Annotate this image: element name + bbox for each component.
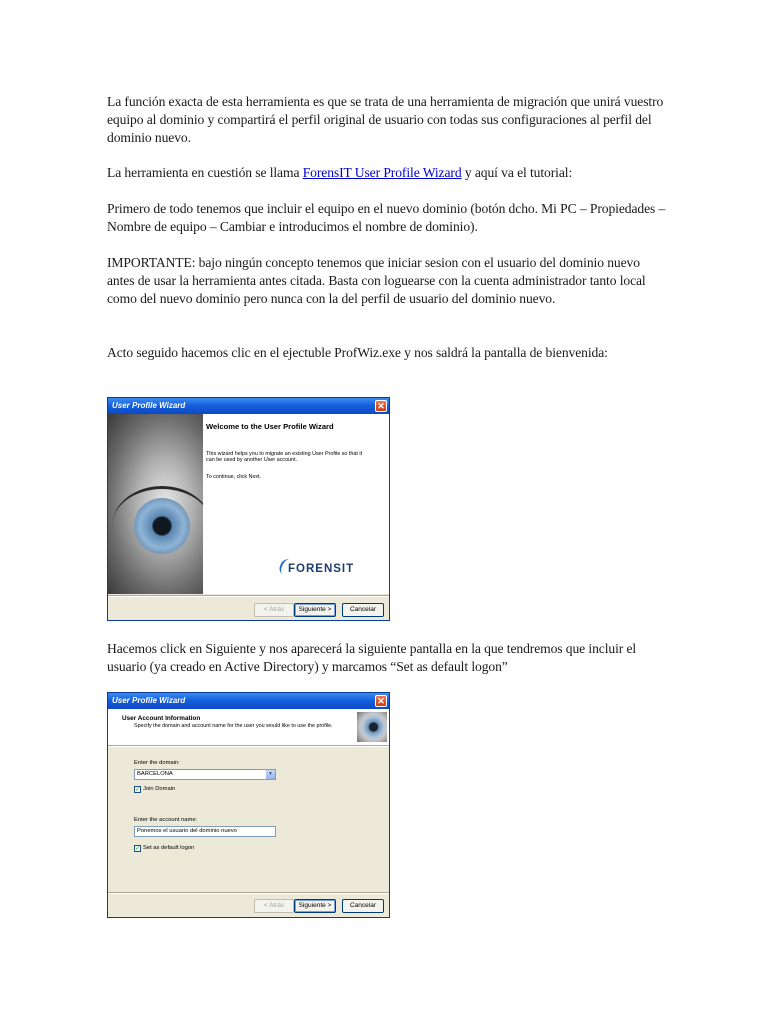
chevron-down-icon[interactable]: ▼ bbox=[266, 770, 275, 779]
welcome-body: This wizard helps you to migrate an existing User Profile so that it can be used by another User account. bbox=[206, 451, 363, 464]
close-icon[interactable]: ✕ bbox=[375, 695, 387, 707]
paragraph-tool-name bbox=[107, 164, 667, 182]
paragraph-run-exe: Acto seguido hacemos clic en el ejectuble ProfWiz.exe y nos saldrá la pantalla de bienvenida: bbox=[107, 345, 608, 360]
default-logon-checkbox[interactable]: ✓ bbox=[135, 845, 141, 852]
header-title: User Account Information bbox=[122, 715, 201, 722]
forensit-logo: FORENSIT bbox=[288, 563, 355, 575]
welcome-continue: To continue, click Next. bbox=[206, 474, 262, 480]
dialog-titlebar: User Profile Wizard bbox=[108, 693, 389, 709]
wizard-header bbox=[108, 709, 389, 745]
forensit-link[interactable]: ForensIT User Profile Wizard bbox=[302, 165, 462, 180]
domain-dropdown[interactable] bbox=[134, 769, 276, 780]
header-separator bbox=[108, 745, 389, 747]
button-separator bbox=[108, 892, 389, 894]
back-button[interactable]: < Atrás bbox=[254, 603, 294, 617]
cancel-button[interactable]: Cancelar bbox=[342, 899, 384, 913]
default-logon-label: Set as default logon bbox=[143, 845, 195, 851]
account-name-input[interactable] bbox=[134, 826, 276, 837]
iris-shape bbox=[134, 498, 190, 554]
join-domain-label: Join Domain bbox=[143, 786, 176, 792]
paragraph-join-domain: Primero de todo tenemos que incluir el equipo en el nuevo dominio (botón dcho. Mi PC – Propiedades – Nombre de equipo – Cambiar e introducimos el nombre de dominio). bbox=[107, 201, 666, 234]
paragraph-next-screen: Hacemos click en Siguiente y nos aparecerá la siguiente pantalla en la que tendremos que incluir el usuario (ya creado en Active Directory) y marcamos “Set as default logon” bbox=[107, 641, 637, 674]
account-label: Enter the account name: bbox=[134, 817, 198, 823]
header-subtitle: Specify the domain and account name for the user you would like to use the profile. bbox=[134, 723, 333, 729]
cancel-button[interactable]: Cancelar bbox=[342, 603, 384, 617]
close-icon[interactable]: ✕ bbox=[375, 400, 387, 412]
join-domain-checkbox[interactable]: ✓ bbox=[135, 786, 141, 793]
tool-name-text-before: La herramienta en cuestión se llama bbox=[107, 165, 303, 180]
domain-label: Enter the domain: bbox=[134, 760, 180, 766]
eye-image bbox=[108, 414, 203, 594]
dialog-titlebar: User Profile Wizard bbox=[108, 398, 389, 414]
account-value: Ponemos el usuario del dominio nuevo bbox=[137, 828, 237, 834]
domain-value: BARCELONA bbox=[137, 771, 173, 777]
eye-icon bbox=[357, 712, 387, 742]
paragraph-important: IMPORTANTE: bajo ningún concepto tenemos que iniciar sesion con el usuario del dominio nuevo antes de usar la herramienta antes citada. Basta con loguearse con la cuenta administrador tanto local como del nuevo dominio pero nunca con la del perfil de usuario del dominio nuevo. bbox=[107, 255, 646, 306]
account-dialog-screenshot bbox=[107, 692, 390, 918]
button-separator bbox=[108, 595, 389, 597]
welcome-heading: Welcome to the User Profile Wizard bbox=[206, 422, 334, 431]
paragraph-intro: La función exacta de esta herramienta es que se trata de una herramienta de migración que unirá vuestro equipo al dominio y compartirá el perfil original de usuario con todas sus configuraciones al perfil del dominio nuevo. bbox=[107, 94, 664, 145]
next-button[interactable]: Siguiente > bbox=[294, 603, 336, 617]
welcome-dialog-screenshot bbox=[107, 397, 390, 621]
tool-name-text-after: y aquí va el tutorial: bbox=[461, 165, 573, 180]
back-button[interactable]: < Atrás bbox=[254, 899, 294, 913]
next-button[interactable]: Siguiente > bbox=[294, 899, 336, 913]
